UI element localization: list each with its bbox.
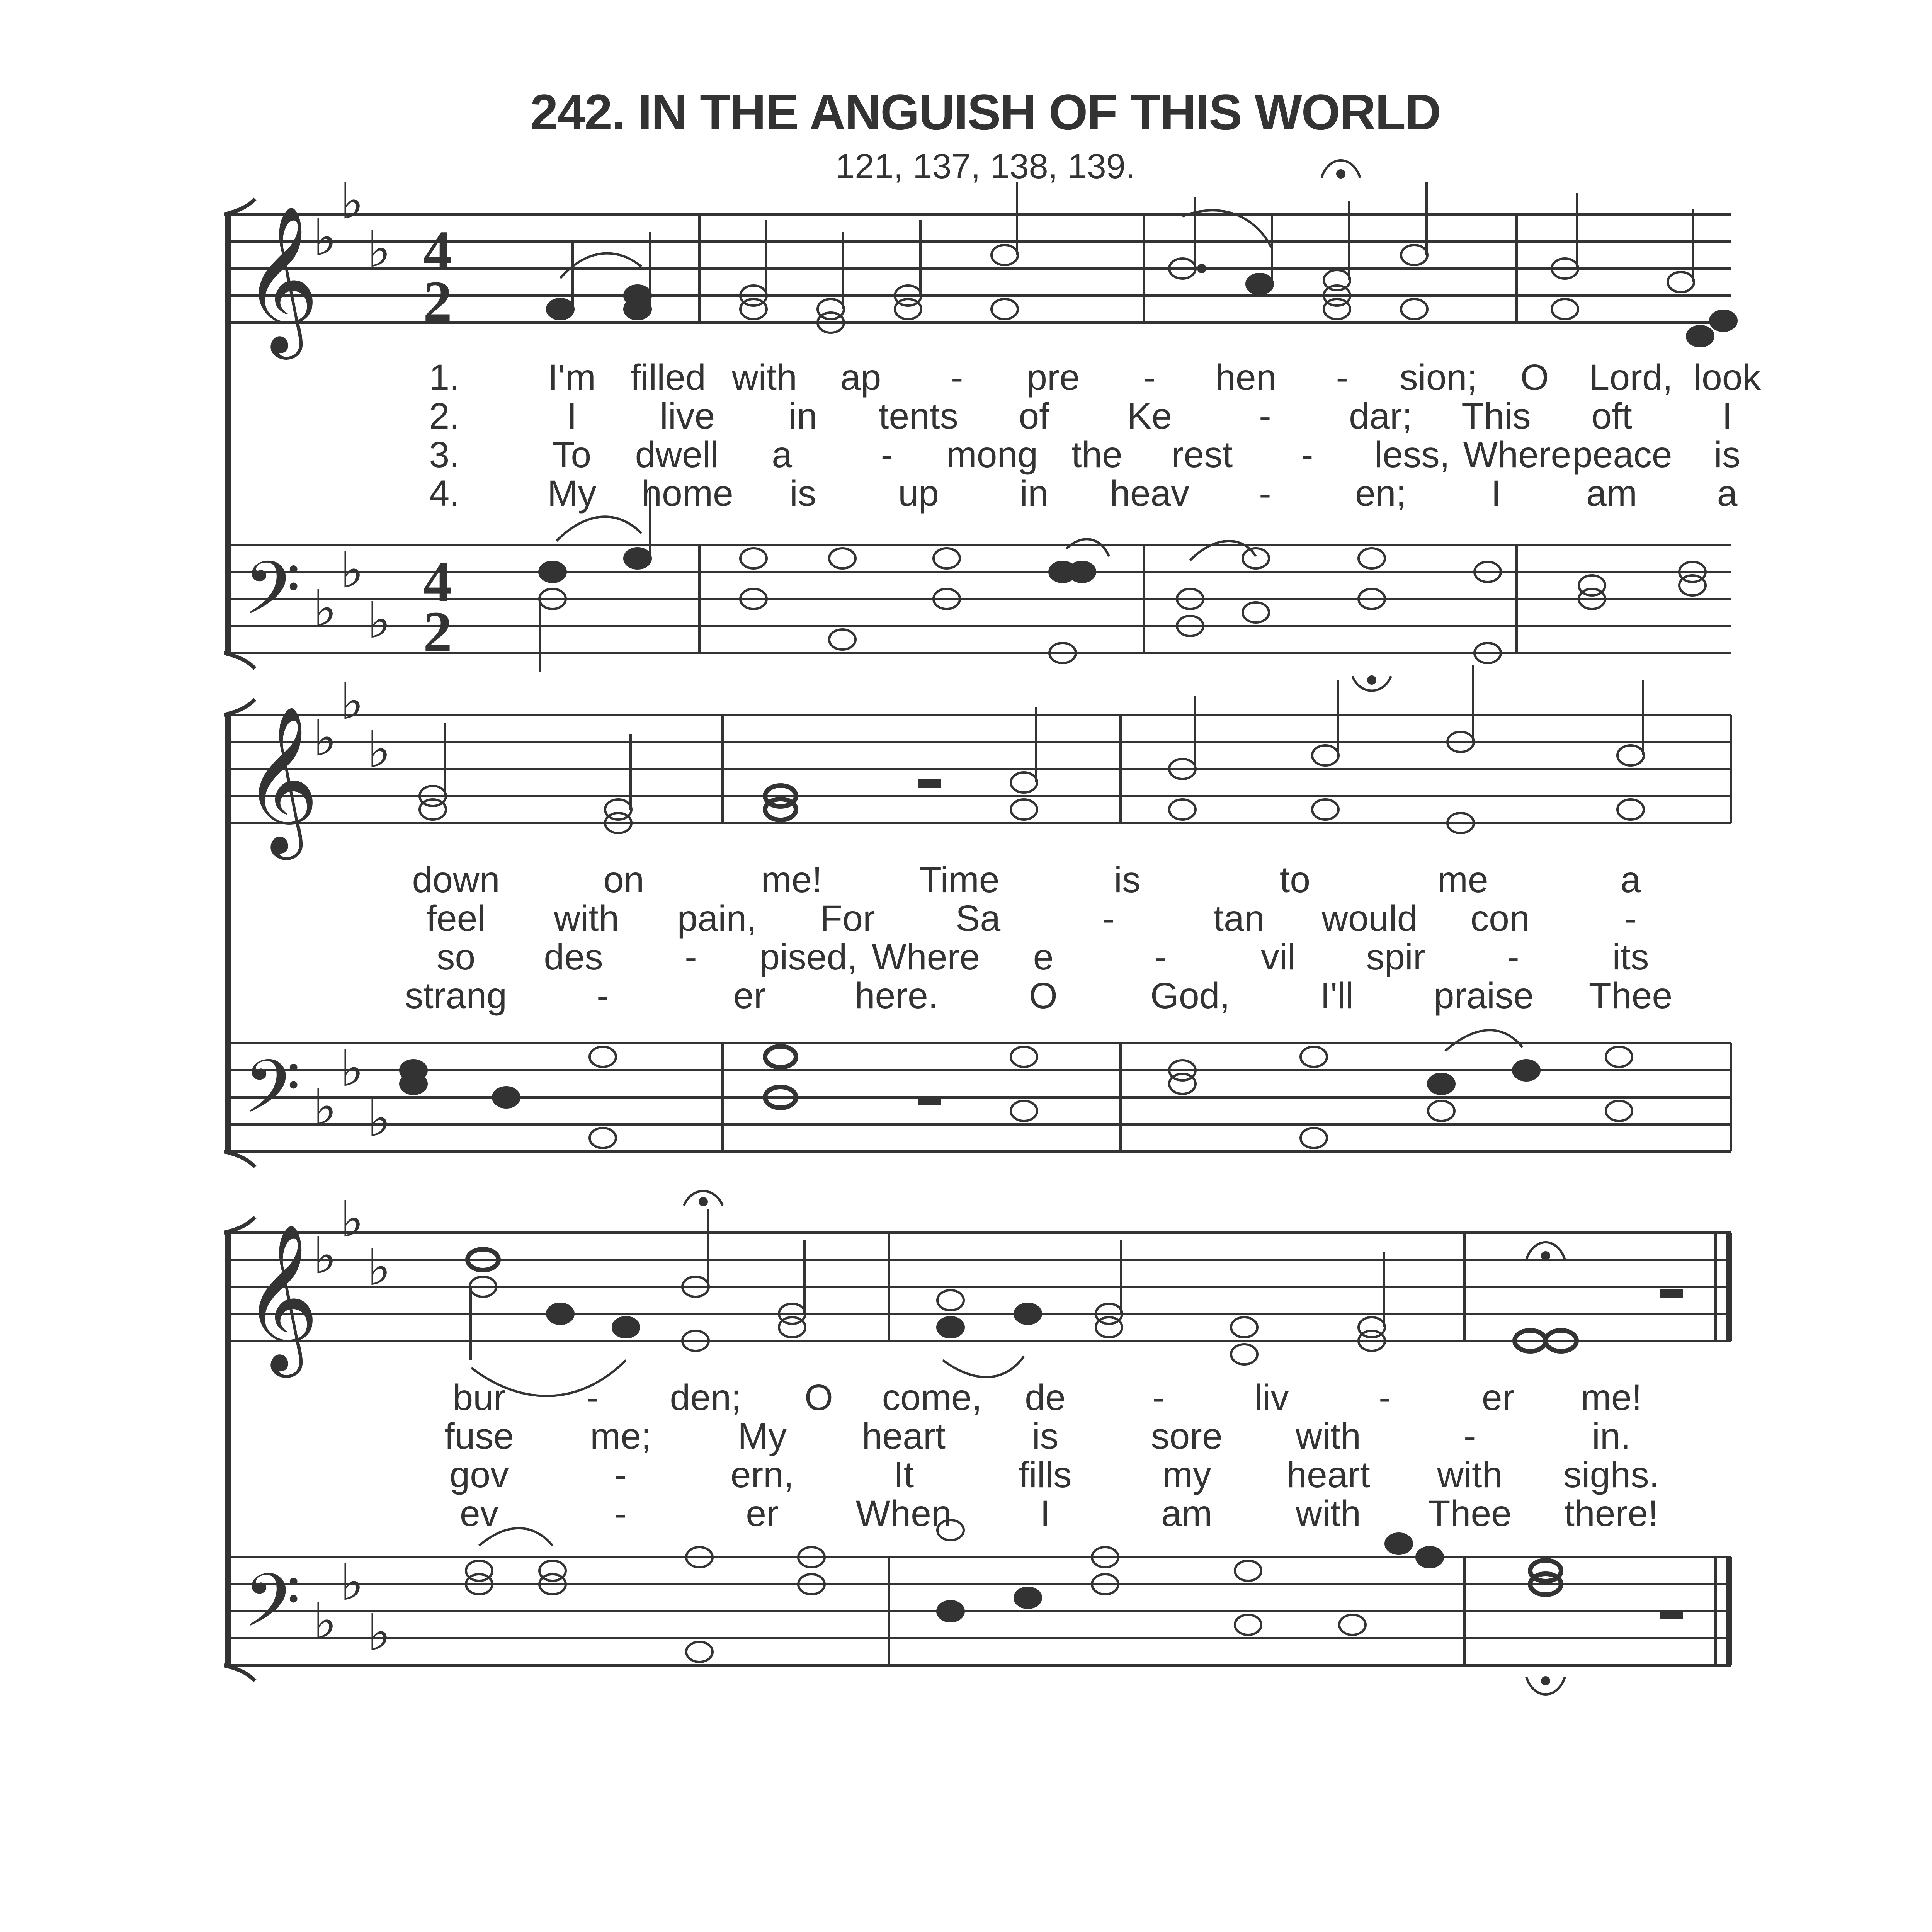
verse-number: 4.	[429, 473, 460, 514]
lyric-syllable: filled	[630, 357, 706, 398]
lyric-syllable: pre	[1027, 357, 1080, 398]
lyric-syllable: in.	[1592, 1416, 1631, 1457]
lyric-syllable: des	[544, 937, 603, 978]
lyric-syllable: I'm	[548, 357, 596, 398]
lyric-syllable: dwell	[635, 434, 719, 475]
lyric-syllable: O	[1520, 357, 1549, 398]
lyric-syllable: -	[586, 1377, 599, 1418]
time-signature-bottom: 2	[423, 269, 452, 333]
lyric-syllable: oft	[1591, 396, 1632, 437]
lyric-syllable: de	[1025, 1377, 1066, 1418]
lyric-syllable: to	[1279, 859, 1311, 900]
svg-text:♭: ♭	[313, 208, 337, 267]
lyric-syllable: When	[855, 1493, 952, 1534]
svg-text:♭: ♭	[367, 1603, 391, 1662]
lyric-syllable: This	[1461, 396, 1531, 437]
lyric-syllable: For	[820, 898, 875, 939]
lyric-syllable: is	[789, 473, 816, 514]
lyric-syllable: tents	[879, 396, 958, 437]
svg-text:𝄞: 𝄞	[243, 705, 319, 853]
svg-text:♭: ♭	[340, 1190, 364, 1248]
lyric-syllable: mong	[946, 434, 1038, 475]
lyric-syllable: -	[1624, 898, 1637, 939]
lyric-syllable: spir	[1366, 937, 1425, 978]
svg-text:♭: ♭	[340, 541, 364, 599]
lyric-syllable: is	[1032, 1416, 1059, 1457]
lyric-syllable: heart	[862, 1416, 946, 1457]
lyric-syllable: I'll	[1320, 975, 1354, 1016]
svg-text:♭: ♭	[313, 579, 337, 638]
lyric-syllable: its	[1612, 937, 1649, 978]
lyric-syllable: sore	[1151, 1416, 1223, 1457]
lyric-syllable: -	[1259, 473, 1271, 514]
lyric-syllable: Thee	[1428, 1493, 1512, 1534]
svg-text:𝄞: 𝄞	[243, 204, 319, 353]
lyric-syllable: O	[804, 1377, 833, 1418]
svg-text:♭: ♭	[340, 1039, 364, 1098]
lyric-syllable: er	[746, 1493, 779, 1534]
lyric-syllable: of	[1019, 396, 1049, 437]
lyric-syllable: up	[898, 473, 939, 514]
lyric-syllable: ev	[459, 1493, 499, 1534]
lyric-syllable: me!	[1580, 1377, 1642, 1418]
lyric-syllable: peace	[1572, 434, 1672, 475]
lyric-syllable: -	[614, 1454, 627, 1495]
lyric-syllable: -	[614, 1493, 627, 1534]
lyric-syllable: ap	[840, 357, 881, 398]
lyric-syllable: Where	[1463, 434, 1571, 475]
lyric-syllable: ern,	[730, 1454, 794, 1495]
treble-notes-system-3	[468, 1191, 1683, 1396]
svg-text:𝄢: 𝄢	[243, 1558, 301, 1662]
svg-text:♭: ♭	[313, 1078, 337, 1136]
lyric-syllable: I	[566, 396, 577, 437]
lyric-syllable: feel	[426, 898, 486, 939]
lyric-syllable: fuse	[444, 1416, 514, 1457]
lyric-syllable: tan	[1213, 898, 1265, 939]
lyric-syllable: -	[1259, 396, 1271, 437]
lyric-syllable: down	[412, 859, 500, 900]
svg-text:♭: ♭	[367, 591, 391, 650]
lyric-syllable: me	[1437, 859, 1488, 900]
lyric-syllable: the	[1071, 434, 1123, 475]
lyric-syllable: praise	[1434, 975, 1534, 1016]
svg-text:♭: ♭	[313, 1592, 337, 1650]
svg-text:♭: ♭	[313, 709, 337, 767]
lyric-syllable: er	[1481, 1377, 1515, 1418]
lyric-syllable: -	[951, 357, 963, 398]
lyric-syllable: a	[772, 434, 793, 475]
lyric-syllable: -	[881, 434, 893, 475]
lyric-syllable: hen	[1215, 357, 1277, 398]
lyric-syllable: with	[1437, 1454, 1503, 1495]
lyric-syllable: O	[1029, 975, 1058, 1016]
lyric-syllable: me;	[590, 1416, 651, 1457]
svg-text:♭: ♭	[340, 172, 364, 230]
lyric-syllable: home	[641, 473, 733, 514]
lyric-syllable: en;	[1355, 473, 1406, 514]
lyric-syllable: less,	[1374, 434, 1450, 475]
lyric-syllable: my	[1162, 1454, 1211, 1495]
lyric-syllable: in	[789, 396, 817, 437]
lyric-syllable: Ke	[1127, 396, 1172, 437]
lyric-syllable: My	[738, 1416, 787, 1457]
lyric-syllable: -	[1301, 434, 1313, 475]
svg-text:𝄢: 𝄢	[243, 546, 301, 649]
svg-text:♭: ♭	[367, 220, 391, 279]
verse-number: 2.	[429, 396, 460, 437]
svg-text:♭: ♭	[367, 1238, 391, 1297]
lyric-syllable: a	[1620, 859, 1641, 900]
lyric-syllable: vil	[1261, 937, 1296, 978]
lyric-syllable: fills	[1019, 1454, 1072, 1495]
lyric-syllable: heav	[1109, 473, 1190, 514]
lyric-syllable: -	[1102, 898, 1115, 939]
lyric-syllable: -	[1379, 1377, 1391, 1418]
lyric-syllable: live	[660, 396, 715, 437]
lyric-syllable: liv	[1254, 1377, 1289, 1418]
lyric-syllable: con	[1470, 898, 1530, 939]
svg-text:♭: ♭	[367, 720, 391, 779]
lyric-syllable: Where	[872, 937, 980, 978]
hymn-title: 242. IN THE ANGUISH OF THIS WORLD	[530, 84, 1440, 140]
lyric-syllable: strang	[405, 975, 507, 1016]
lyric-syllable: is	[1114, 859, 1141, 900]
lyric-syllable: -	[1155, 937, 1167, 978]
bass-notes-system-3	[466, 1520, 1683, 1694]
lyric-syllable: come,	[882, 1377, 982, 1418]
lyric-syllable: in	[1020, 473, 1048, 514]
lyric-syllable: My	[547, 473, 597, 514]
lyric-syllable: To	[552, 434, 592, 475]
lyric-syllable: -	[685, 937, 697, 978]
lyric-syllable: e	[1033, 937, 1054, 978]
lyric-syllable: would	[1321, 898, 1418, 939]
lyric-syllable: Time	[919, 859, 1000, 900]
lyric-syllable: God,	[1150, 975, 1230, 1016]
lyric-syllable: on	[603, 859, 645, 900]
lyric-syllable: sighs.	[1563, 1454, 1660, 1495]
svg-text:𝄞: 𝄞	[243, 1223, 319, 1371]
lyric-syllable: with	[1296, 1493, 1361, 1534]
lyric-syllable: -	[1507, 937, 1519, 978]
tune-numbers: 121, 137, 138, 139.	[835, 147, 1135, 186]
lyric-syllable: Thee	[1588, 975, 1673, 1016]
lyric-syllable: -	[1336, 357, 1349, 398]
lyric-syllable: I	[1040, 1493, 1051, 1534]
lyric-syllable: I	[1491, 473, 1502, 514]
svg-text:♭: ♭	[313, 1226, 337, 1285]
verse-number: 1.	[429, 357, 460, 398]
svg-text:𝄢: 𝄢	[243, 1044, 301, 1148]
lyric-syllable: is	[1714, 434, 1741, 475]
lyric-syllable: I	[1722, 396, 1733, 437]
lyric-syllable: am	[1161, 1493, 1213, 1534]
lyric-syllable: den;	[670, 1377, 742, 1418]
lyric-syllable: er	[733, 975, 766, 1016]
lyric-syllable: -	[1143, 357, 1156, 398]
lyric-syllable: with	[1296, 1416, 1361, 1457]
lyric-syllable: with	[731, 357, 797, 398]
lyric-syllable: dar;	[1349, 396, 1412, 437]
lyric-syllable: It	[893, 1454, 914, 1495]
lyric-syllable: so	[436, 937, 476, 978]
lyric-syllable: -	[1152, 1377, 1165, 1418]
lyric-syllable: there!	[1564, 1493, 1658, 1534]
lyric-syllable: here.	[854, 975, 939, 1016]
lyric-syllable: Lord,	[1589, 357, 1673, 398]
svg-text:♭: ♭	[340, 1553, 364, 1612]
lyric-syllable: me!	[761, 859, 822, 900]
time-signature-top: 4	[423, 219, 452, 283]
lyric-syllable: pain,	[677, 898, 757, 939]
svg-text:2: 2	[423, 600, 452, 664]
svg-text:♭: ♭	[367, 1089, 391, 1148]
lyric-syllable: pised,	[759, 937, 857, 978]
lyric-syllable: a	[1717, 473, 1738, 514]
lyric-syllable: am	[1586, 473, 1637, 514]
lyric-syllable: sion;	[1400, 357, 1477, 398]
lyric-syllable: Sa	[956, 898, 1001, 939]
lyric-syllable: gov	[449, 1454, 509, 1495]
lyric-syllable: look	[1693, 357, 1761, 398]
verse-number: 3.	[429, 434, 460, 475]
lyric-syllable: heart	[1286, 1454, 1370, 1495]
lyric-syllable: rest	[1171, 434, 1233, 475]
lyric-syllable: with	[554, 898, 619, 939]
lyric-syllable: -	[1463, 1416, 1476, 1457]
lyric-syllable: bur	[452, 1377, 506, 1418]
svg-text:♭: ♭	[340, 672, 364, 731]
lyric-syllable: -	[597, 975, 609, 1016]
svg-text:4: 4	[423, 549, 452, 614]
